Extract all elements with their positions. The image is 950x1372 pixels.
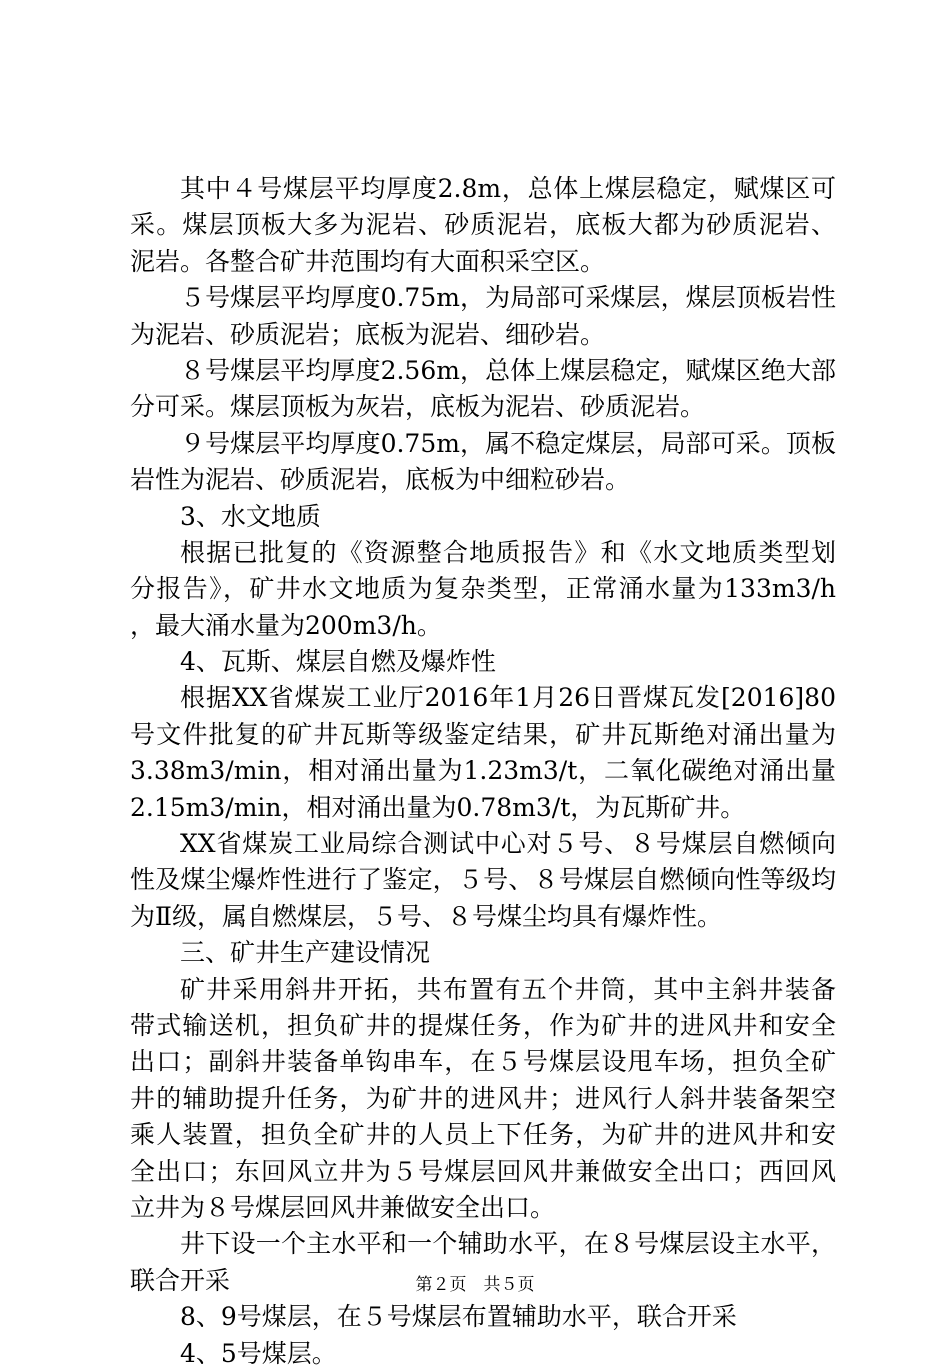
text-line: 2.15m3/min，相对涌出量为0.78m3/t，为瓦斯矿井。 bbox=[130, 792, 746, 822]
text-line: 其中４号煤层平均厚度2.8m，总体上煤层稳定，赋煤区可 bbox=[180, 174, 836, 203]
text-line: 采。煤层顶板大多为泥岩、砂质泥岩，底板大都为砂质泥岩、 bbox=[130, 210, 836, 240]
text-line: 根据已批复的《资源整合地质报告》和《水文地质类型划 bbox=[180, 537, 836, 567]
text-line: 号文件批复的矿井瓦斯等级鉴定结果，矿井瓦斯绝对涌出量为 bbox=[130, 719, 836, 749]
text-line: 带式输送机，担负矿井的提煤任务，作为矿井的进风井和安全 bbox=[130, 1010, 836, 1040]
text-line: 三、矿井生产建设情况 bbox=[180, 938, 431, 968]
text-line: 4、瓦斯、煤层自燃及爆炸性 bbox=[180, 647, 496, 677]
text-line: 联合开采 bbox=[130, 1265, 231, 1295]
text-line: 分报告》，矿井水文地质为复杂类型，正常涌水量为133m3/h bbox=[130, 574, 836, 604]
text-line: ８号煤层平均厚度2.56m，总体上煤层稳定，赋煤区绝大部 bbox=[180, 355, 836, 385]
text-line: 3.38m3/min，相对涌出量为1.23m3/t，二氧化碳绝对涌出量 bbox=[130, 756, 836, 786]
text-line: 泥岩。各整合矿井范围均有大面积采空区。 bbox=[130, 246, 606, 276]
text-line: ９号煤层平均厚度0.75m，属不稳定煤层，局部可采。顶板 bbox=[180, 428, 836, 458]
text-line: 3、水文地质 bbox=[180, 501, 321, 531]
text-line: 井下设一个主水平和一个辅助水平，在８号煤层设主水平， bbox=[180, 1229, 836, 1259]
text-line: 矿井采用斜井开拓，共布置有五个井筒，其中主斜井装备 bbox=[180, 974, 836, 1004]
text-line: 井的辅助提升任务，为矿井的进风井；进风行人斜井装备架空 bbox=[130, 1083, 836, 1113]
text-line: ５号煤层平均厚度0.75m，为局部可采煤层，煤层顶板岩性 bbox=[180, 283, 836, 313]
text-line: 乘人装置，担负全矿井的人员上下任务，为矿井的进风井和安 bbox=[130, 1120, 836, 1150]
text-line: 岩性为泥岩、砂质泥岩，底板为中细粒砂岩。 bbox=[130, 465, 631, 495]
text-line: XX省煤炭工业局综合测试中心对５号、８号煤层自燃倾向 bbox=[180, 829, 836, 859]
text-line: 4、5号煤层。 bbox=[180, 1338, 337, 1368]
text-line: 为Ⅱ级，属自燃煤层，５号、８号煤尘均具有爆炸性。 bbox=[130, 901, 722, 931]
text-line: 性及煤尘爆炸性进行了鉴定，５号、８号煤层自燃倾向性等级均 bbox=[130, 865, 836, 895]
text-line: 根据XX省煤炭工业厅2016年1月26日晋煤瓦发[2016]80 bbox=[180, 683, 836, 713]
page-number-footer: 第２页 共５页 bbox=[415, 1275, 535, 1295]
text-line: 8、9号煤层，在５号煤层布置辅助水平，联合开采 bbox=[180, 1302, 737, 1332]
text-line: 为泥岩、砂质泥岩；底板为泥岩、细砂岩。 bbox=[130, 319, 606, 349]
text-line: 分可采。煤层顶板为灰岩，底板为泥岩、砂质泥岩。 bbox=[130, 392, 706, 422]
text-line: ，最大涌水量为200m3/h。 bbox=[130, 610, 442, 640]
text-line: 出口；副斜井装备单钩串车，在５号煤层设甩车场，担负全矿 bbox=[130, 1047, 836, 1077]
text-line: 立井为８号煤层回风井兼做安全出口。 bbox=[130, 1192, 556, 1222]
text-line: 全出口；东回风立井为５号煤层回风井兼做安全出口；西回风 bbox=[130, 1156, 836, 1186]
document-body bbox=[130, 171, 836, 1372]
